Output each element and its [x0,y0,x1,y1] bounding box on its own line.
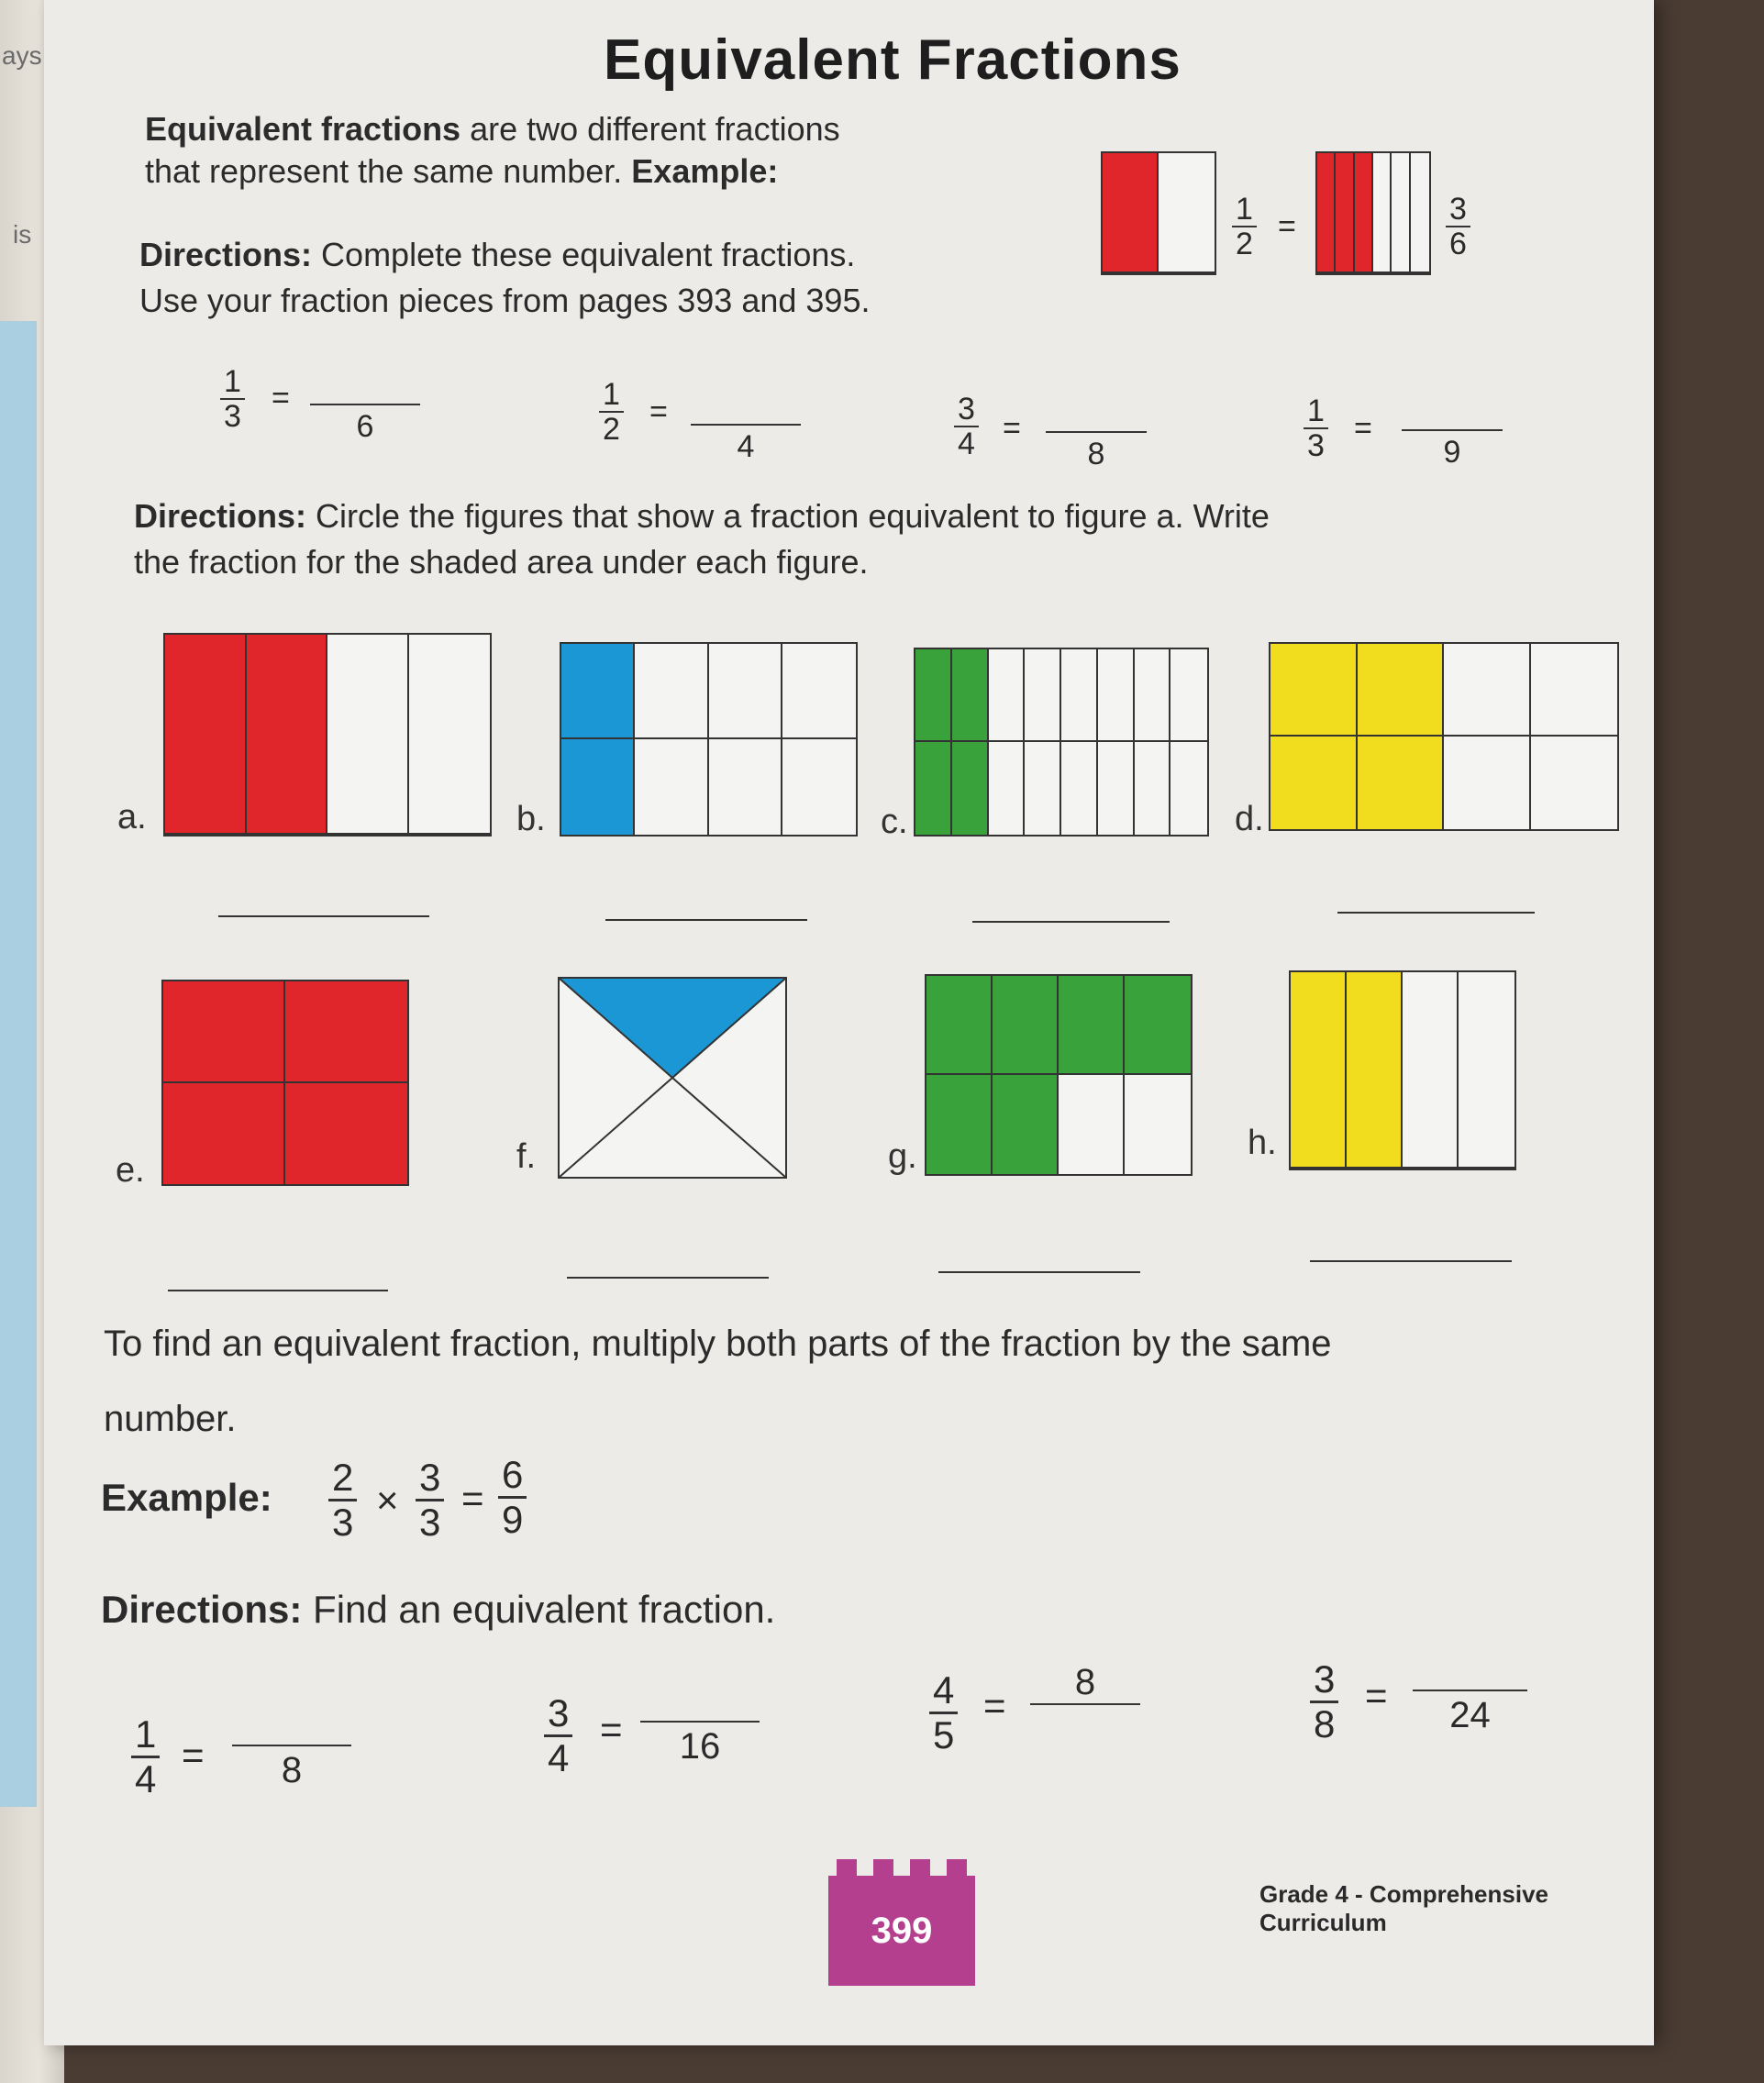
denominator: 4 [958,427,975,461]
figure-b-label: b. [516,800,546,838]
spine-blue-strip [0,321,37,1807]
denominator: 2 [603,412,620,447]
denominator: 3 [1307,428,1325,463]
unshaded-part [1061,649,1098,742]
numerator: 6 [498,1454,527,1499]
figure-e[interactable] [161,980,409,1186]
shaded-part [1347,972,1403,1169]
example-2-fraction-c [498,1454,527,1541]
row2-fraction-3 [929,1669,958,1756]
figure-e-label: e. [116,1151,145,1190]
page-number: 399 [871,1911,933,1951]
unshaded-part [1392,153,1410,273]
unshaded-part [709,739,782,835]
directions-2-line-2: the fraction for the shaded area under each figure. [134,543,869,581]
answer-line-g[interactable] [938,1271,1140,1273]
intro-line-1 [145,108,840,150]
shaded-part [1355,153,1373,273]
shaded-part [993,1075,1059,1174]
row1-fraction-1 [220,365,245,433]
worksheet-page [44,0,1654,2045]
denominator: 4 [135,1757,157,1800]
answer-blank[interactable]: 16 [640,1721,760,1767]
shaded-part [163,1083,285,1185]
numerator: 3 [1310,1658,1338,1703]
example-2-fraction-a [328,1457,357,1544]
unshaded-part [1531,644,1618,737]
shaded-part [1358,644,1445,737]
unshaded-part [1025,742,1061,835]
answer-blank[interactable]: 8 [1030,1662,1140,1705]
intro-text: are two different fractions [460,110,840,148]
answer-blank[interactable]: 6 [310,404,420,445]
unshaded-part [1444,737,1531,829]
denominator: 6 [1449,227,1467,261]
intro-line-2 [145,150,778,193]
unshaded-part [1373,153,1392,273]
numerator: 2 [328,1457,357,1501]
answer-blank[interactable]: 24 [1413,1690,1527,1736]
answer-line-f[interactable] [567,1277,769,1279]
row2-fraction-4 [1310,1658,1338,1745]
answer-line-d[interactable] [1337,912,1535,914]
equals-sign: = [600,1708,623,1751]
answer-blank[interactable]: 4 [691,424,801,465]
figure-f[interactable] [558,977,787,1179]
shaded-part [952,649,989,742]
shaded-part [915,649,952,742]
shaded-part [1317,153,1336,273]
figure-g-label: g. [888,1137,917,1176]
denominator: 3 [224,399,241,434]
numerator: 3 [1446,193,1470,227]
denominator: 3 [332,1501,354,1544]
equals-sign: = [1365,1674,1388,1717]
shaded-part [163,981,285,1083]
example-sixths-figure [1315,151,1431,275]
equals-sign: = [1003,411,1021,446]
shaded-part [915,742,952,835]
denominator: 2 [1236,227,1253,261]
shaded-part [926,976,993,1075]
unshaded-part [1531,737,1618,829]
answer-line-e[interactable] [168,1290,388,1291]
numerator: 1 [599,378,624,413]
row2-fraction-1 [131,1713,160,1800]
answer-line-b[interactable] [605,919,807,921]
row1-fraction-3 [954,393,979,460]
figure-d[interactable] [1269,642,1619,831]
numerator: 3 [544,1692,572,1737]
shaded-part [1336,153,1354,273]
unshaded-part [1125,1075,1191,1174]
example-fraction-a [1232,193,1257,260]
shaded-part [926,1075,993,1174]
figure-c-label: c. [881,803,908,841]
badge-tabs [828,1859,975,1876]
shaded-part [247,635,328,835]
numerator: 1 [220,365,245,400]
equals-sign: = [272,381,290,415]
shaded-part [285,981,407,1083]
example-fraction-b [1446,193,1470,260]
rule-line-1: To find an equivalent fraction, multiply both parts of the fraction by the same [104,1324,1332,1364]
equals-sign: = [1354,411,1372,446]
unshaded-part [1025,649,1061,742]
shaded-part [561,739,635,835]
unshaded-part [1444,644,1531,737]
unshaded-part [1170,742,1207,835]
shaded-part [993,976,1059,1075]
unshaded-part [635,739,708,835]
numerator: 1 [131,1713,160,1758]
directions-label: Directions: [101,1588,303,1631]
unshaded-part [635,644,708,739]
footer-text: Grade 4 - Comprehensive Curriculum [1259,1880,1548,1936]
unshaded-part [1098,742,1135,835]
unshaded-part [989,742,1026,835]
shaded-part [165,635,247,835]
multiply-sign: × [376,1479,399,1522]
unshaded-part [1135,649,1171,742]
answer-blank[interactable]: 9 [1402,429,1503,471]
example-2-label: Example: [101,1476,272,1519]
shaded-part [285,1083,407,1185]
shaded-part [1291,972,1347,1169]
denominator: 4 [548,1736,570,1779]
equals-sign: = [461,1477,484,1520]
numerator: 1 [1304,394,1328,429]
answer-blank[interactable]: 8 [232,1745,351,1791]
figure-h[interactable] [1289,970,1516,1170]
directions-label: Directions: [139,236,313,273]
unshaded-part [1411,153,1429,273]
unshaded-part [1159,153,1215,273]
answer-blank[interactable]: 8 [1046,431,1147,472]
denominator: 9 [502,1498,524,1541]
shaded-part [1103,153,1159,273]
figure-a-label: a. [117,798,147,837]
denominator: 5 [933,1713,955,1756]
unshaded-part [409,635,491,835]
unshaded-part [1098,649,1135,742]
shaded-part [1125,976,1191,1075]
numerator: 4 [929,1669,958,1714]
figure-b[interactable] [560,642,858,837]
unshaded-part [1403,972,1459,1169]
unshaded-part [782,739,856,835]
figure-h-label: h. [1248,1124,1277,1162]
unshaded-part [1135,742,1171,835]
intro-bold: Equivalent fractions [145,110,461,148]
example-half-figure [1101,151,1216,275]
directions-label: Directions: [134,497,307,535]
answer-line-c[interactable] [972,921,1170,923]
intro-text-2: that represent the same number. [145,152,632,190]
rule-line-2: number. [104,1399,237,1439]
figure-g[interactable] [925,974,1193,1176]
previous-page-fragment: is [13,220,32,249]
numerator: 1 [1232,193,1257,227]
numerator: 3 [416,1457,444,1501]
directions-1 [139,234,855,276]
row2-fraction-2 [544,1692,572,1779]
equals-sign: = [983,1684,1006,1727]
previous-page-fragment: ays [2,41,42,70]
shaded-part [952,742,989,835]
shaded-part [1270,644,1358,737]
denominator: 8 [1314,1702,1336,1745]
directions-text: Complete these equivalent fractions. [312,236,856,273]
numerator: 3 [954,393,979,427]
unshaded-part [1459,972,1514,1169]
intro-example-label: Example: [631,152,779,190]
equals-sign: = [182,1734,205,1777]
equals-sign: = [649,394,668,429]
row1-fraction-4 [1304,394,1328,462]
shaded-part [561,644,635,739]
equals-sign: = [1278,209,1296,244]
directions-text: Find an equivalent fraction. [302,1588,776,1631]
directions-3 [101,1587,775,1633]
row1-fraction-2 [599,378,624,446]
directions-1-line-2: Use your fraction pieces from pages 393 and 395. [139,282,871,319]
shaded-part [1270,737,1358,829]
figure-f-label: f. [516,1137,537,1176]
figure-a[interactable] [163,633,492,837]
shaded-part [1358,737,1445,829]
shaded-part [1059,976,1125,1075]
unshaded-part [782,644,856,739]
example-2-fraction-b [416,1457,444,1544]
unshaded-part [989,649,1026,742]
directions-text: Circle the figures that show a fraction equivalent to figure a. Write [306,497,1270,535]
page-title: Equivalent Fractions [604,28,1182,92]
figure-c[interactable] [914,648,1209,837]
unshaded-part [1059,1075,1125,1174]
unshaded-part [1170,649,1207,742]
page-number-badge [828,1876,975,1986]
answer-line-h[interactable] [1310,1260,1512,1262]
figure-d-label: d. [1235,800,1264,838]
unshaded-part [327,635,409,835]
denominator: 3 [419,1501,441,1544]
directions-2 [134,495,1270,537]
unshaded-part [709,644,782,739]
unshaded-part [1061,742,1098,835]
answer-line-a[interactable] [218,915,429,917]
